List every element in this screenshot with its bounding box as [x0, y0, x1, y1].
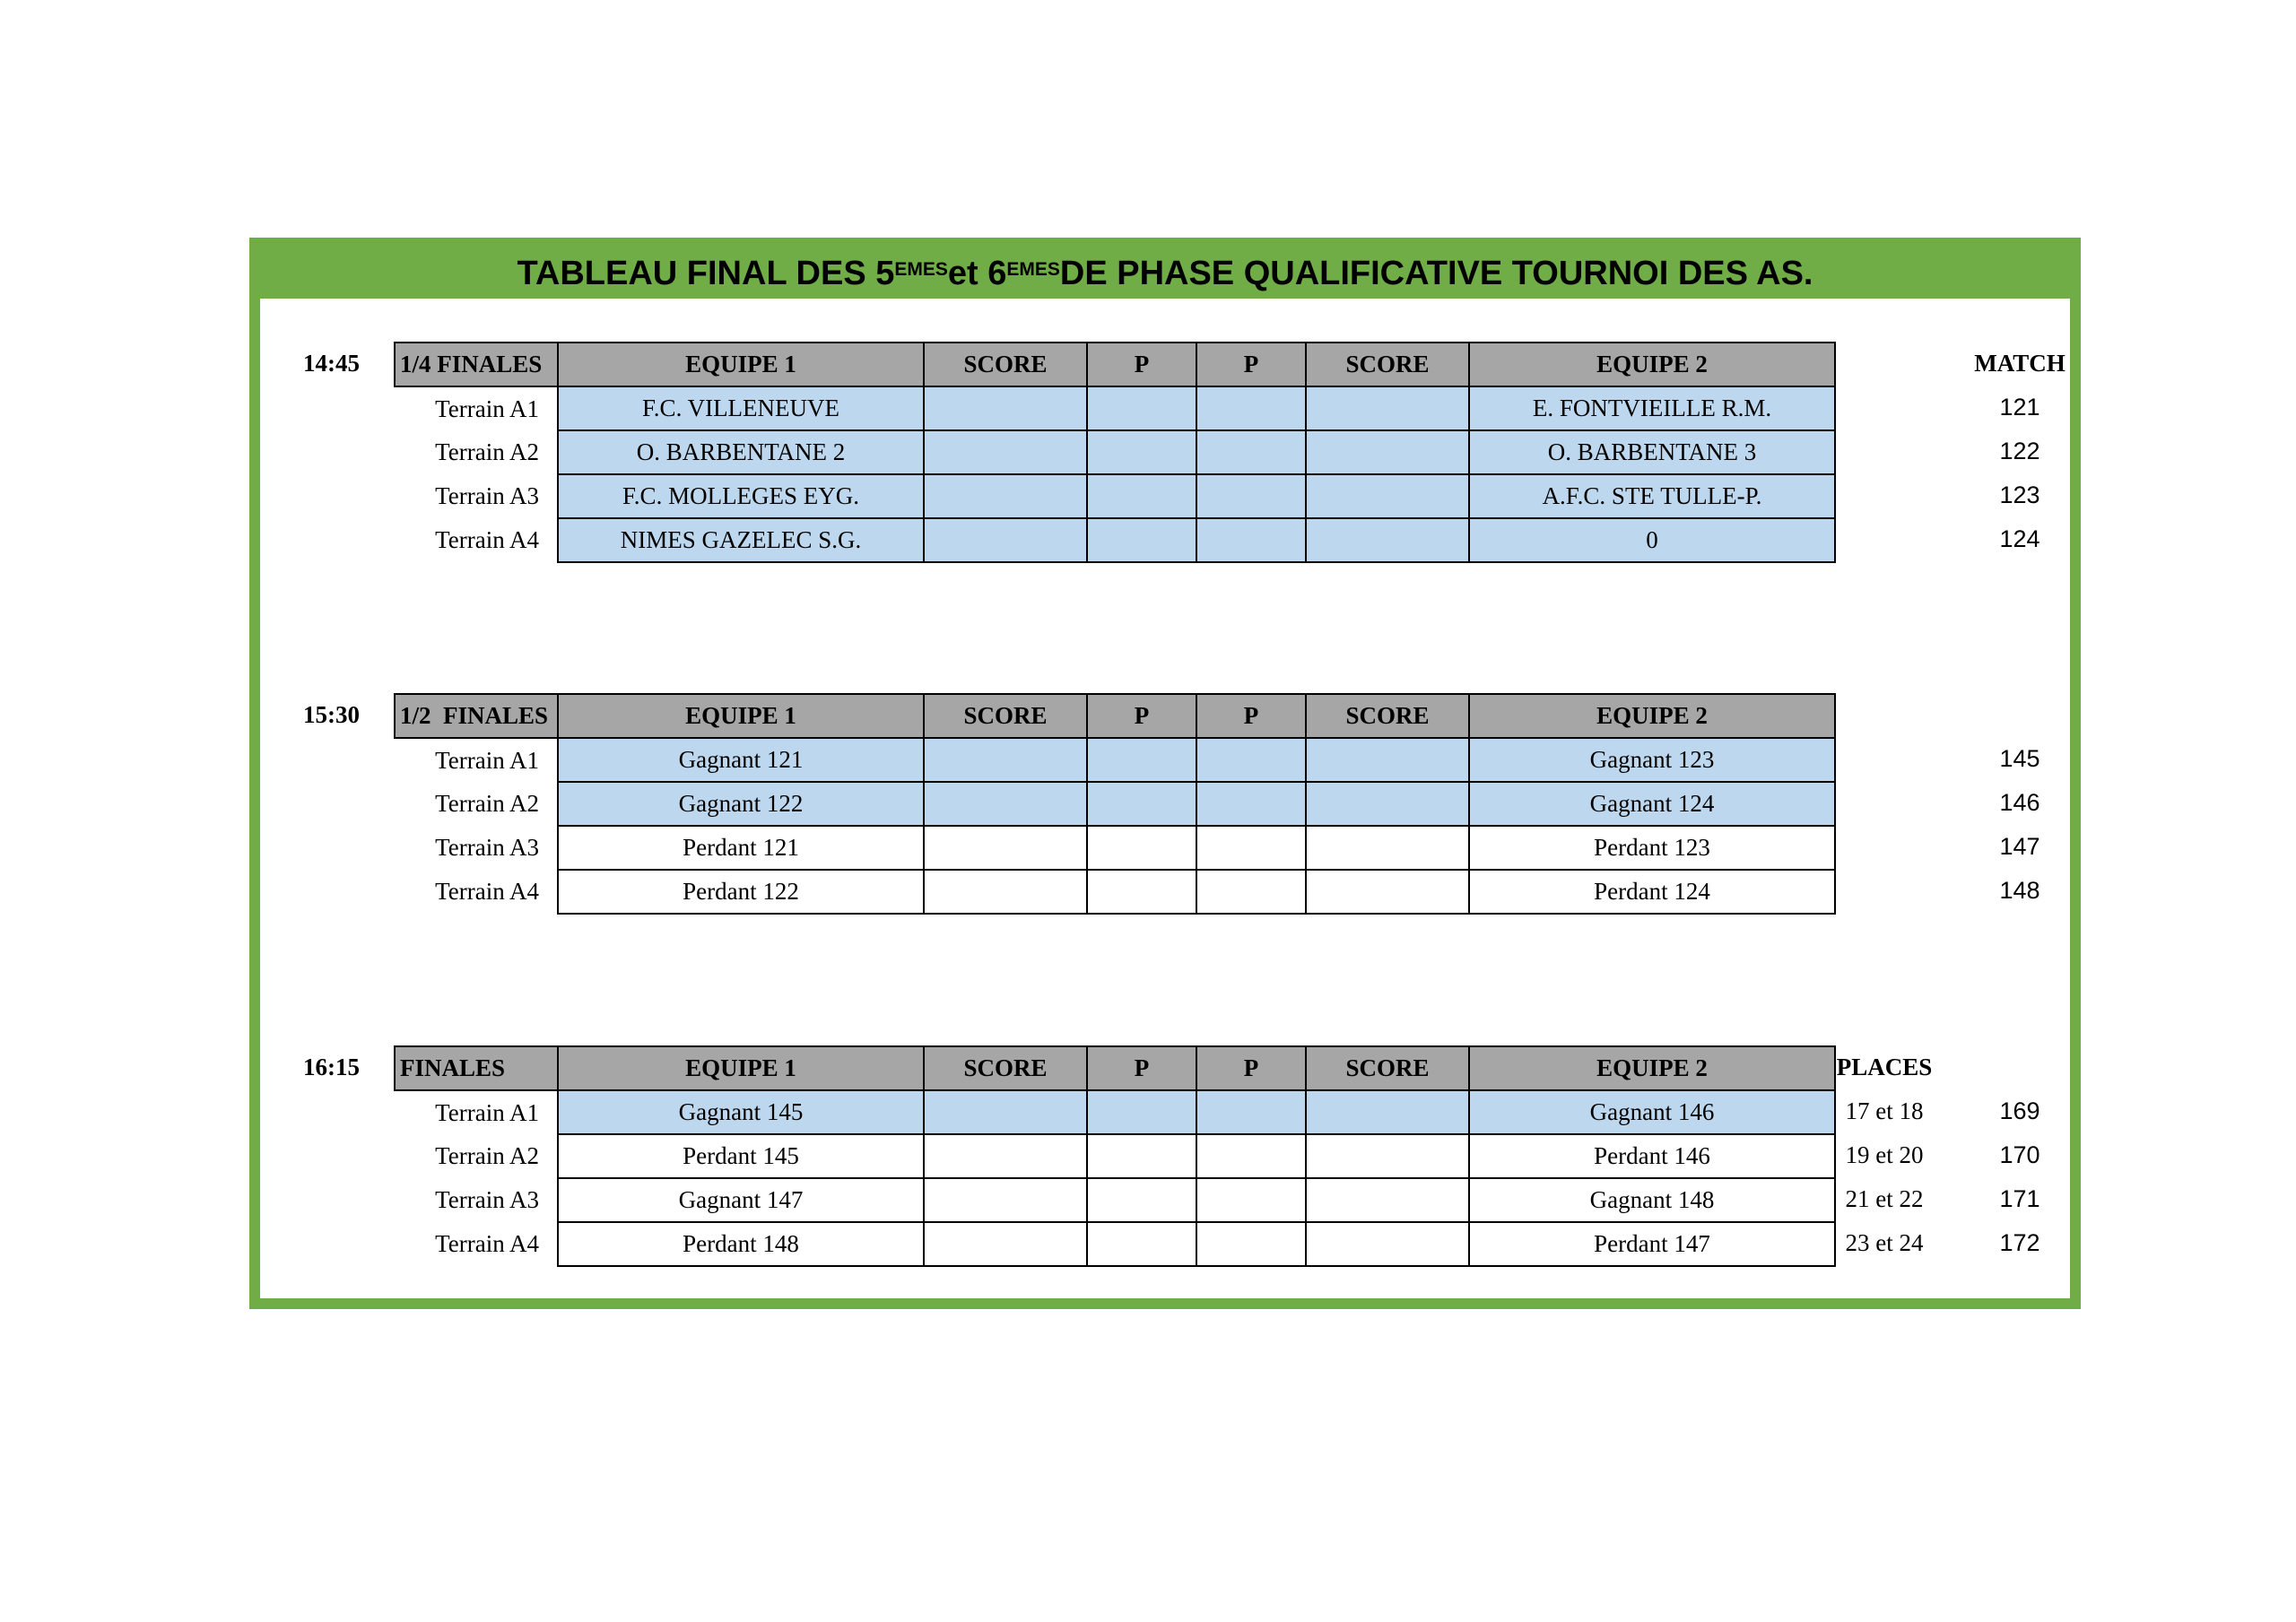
score2-cell[interactable] — [1306, 782, 1469, 826]
match-number: 148 — [1999, 877, 2040, 904]
header-equipe1: EQUIPE 1 — [558, 1046, 924, 1090]
terrain-label: Terrain A2 — [435, 438, 539, 465]
document-frame — [249, 238, 2081, 1309]
title-sup-1: EMES — [894, 259, 948, 280]
round-label: 1/2 FINALES — [395, 694, 558, 738]
match-number: 146 — [1999, 789, 2040, 816]
score1-cell[interactable] — [924, 1090, 1087, 1134]
round-time: 15:30 — [303, 701, 360, 728]
score1-cell[interactable] — [924, 1222, 1087, 1266]
score1-cell[interactable] — [924, 738, 1087, 782]
team2-cell: 0 — [1469, 518, 1835, 562]
penalty1-cell[interactable] — [1087, 1222, 1196, 1266]
team1-cell: Gagnant 122 — [558, 782, 924, 826]
score2-cell[interactable] — [1306, 430, 1469, 474]
score2-cell[interactable] — [1306, 1178, 1469, 1222]
team2-cell: A.F.C. STE TULLE-P. — [1469, 474, 1835, 518]
team1-cell: NIMES GAZELEC S.G. — [558, 518, 924, 562]
team2-cell: Gagnant 146 — [1469, 1090, 1835, 1134]
header-p: P — [1196, 343, 1306, 386]
header-p: P — [1087, 694, 1196, 738]
team1-cell: Gagnant 121 — [558, 738, 924, 782]
score2-cell[interactable] — [1306, 1090, 1469, 1134]
header-equipe1: EQUIPE 1 — [558, 343, 924, 386]
table-row — [395, 386, 1835, 430]
header-p: P — [1087, 1046, 1196, 1090]
round-table — [394, 1045, 1836, 1267]
table-row — [395, 826, 1835, 870]
score2-cell[interactable] — [1306, 518, 1469, 562]
penalty1-cell[interactable] — [1087, 738, 1196, 782]
table-header-row — [395, 694, 1835, 738]
penalty1-cell[interactable] — [1087, 1178, 1196, 1222]
table-header-row — [395, 1046, 1835, 1090]
match-number: 147 — [1999, 833, 2040, 860]
round-label: FINALES — [395, 1046, 558, 1090]
match-number: 170 — [1999, 1141, 2040, 1168]
penalty1-cell[interactable] — [1087, 430, 1196, 474]
score2-cell[interactable] — [1306, 738, 1469, 782]
terrain-label: Terrain A1 — [435, 1098, 539, 1126]
terrain-label: Terrain A1 — [435, 395, 539, 422]
match-number: 123 — [1999, 481, 2040, 508]
team1-cell: Perdant 148 — [558, 1222, 924, 1266]
score1-cell[interactable] — [924, 386, 1087, 430]
match-number: 124 — [1999, 525, 2040, 552]
score1-cell[interactable] — [924, 518, 1087, 562]
penalty2-cell[interactable] — [1196, 1134, 1306, 1178]
round-table — [394, 342, 1836, 563]
penalty1-cell[interactable] — [1087, 782, 1196, 826]
team2-cell: Gagnant 148 — [1469, 1178, 1835, 1222]
round-time: 14:45 — [303, 350, 360, 377]
round-table — [394, 693, 1836, 915]
penalty2-cell[interactable] — [1196, 430, 1306, 474]
page-title — [260, 248, 2070, 299]
places-value: 23 et 24 — [1845, 1229, 1924, 1256]
score2-cell[interactable] — [1306, 826, 1469, 870]
penalty1-cell[interactable] — [1087, 518, 1196, 562]
score1-cell[interactable] — [924, 782, 1087, 826]
round-label: 1/4 FINALES — [395, 343, 558, 386]
penalty2-cell[interactable] — [1196, 386, 1306, 430]
penalty2-cell[interactable] — [1196, 474, 1306, 518]
penalty2-cell[interactable] — [1196, 826, 1306, 870]
penalty1-cell[interactable] — [1087, 386, 1196, 430]
penalty2-cell[interactable] — [1196, 1222, 1306, 1266]
score1-cell[interactable] — [924, 870, 1087, 914]
score2-cell[interactable] — [1306, 1222, 1469, 1266]
terrain-label: Terrain A3 — [435, 1186, 539, 1213]
team2-cell: O. BARBENTANE 3 — [1469, 430, 1835, 474]
header-score: SCORE — [924, 343, 1087, 386]
title-text-3: DE PHASE QUALIFICATIVE TOURNOI DES AS. — [1059, 254, 1813, 292]
table-row — [395, 1222, 1835, 1266]
team2-cell: Perdant 147 — [1469, 1222, 1835, 1266]
team1-cell: Gagnant 145 — [558, 1090, 924, 1134]
round-time: 16:15 — [303, 1054, 360, 1080]
terrain-label: Terrain A4 — [435, 526, 539, 553]
header-p: P — [1087, 343, 1196, 386]
header-p: P — [1196, 694, 1306, 738]
score1-cell[interactable] — [924, 1178, 1087, 1222]
table-row — [395, 738, 1835, 782]
table-row — [395, 474, 1835, 518]
title-text-1: TABLEAU FINAL DES 5 — [517, 254, 895, 292]
terrain-label: Terrain A4 — [435, 1230, 539, 1257]
table-row — [395, 430, 1835, 474]
team2-cell: Perdant 146 — [1469, 1134, 1835, 1178]
terrain-label: Terrain A3 — [435, 834, 539, 861]
header-score: SCORE — [1306, 694, 1469, 738]
penalty1-cell[interactable] — [1087, 1134, 1196, 1178]
header-equipe2: EQUIPE 2 — [1469, 1046, 1835, 1090]
penalty2-cell[interactable] — [1196, 1178, 1306, 1222]
team1-cell: F.C. MOLLEGES EYG. — [558, 474, 924, 518]
places-header: PLACES — [1836, 1054, 1933, 1080]
table-row — [395, 870, 1835, 914]
penalty1-cell[interactable] — [1087, 826, 1196, 870]
penalty1-cell[interactable] — [1087, 474, 1196, 518]
header-score: SCORE — [924, 694, 1087, 738]
team2-cell: Perdant 124 — [1469, 870, 1835, 914]
terrain-label: Terrain A2 — [435, 1142, 539, 1169]
header-equipe1: EQUIPE 1 — [558, 694, 924, 738]
table-row — [395, 782, 1835, 826]
table-row — [395, 1178, 1835, 1222]
title-text-2: et 6 — [947, 254, 1007, 292]
score1-cell[interactable] — [924, 430, 1087, 474]
match-number: 171 — [1999, 1185, 2040, 1212]
places-value: 17 et 18 — [1845, 1097, 1924, 1124]
team2-cell: Gagnant 124 — [1469, 782, 1835, 826]
team1-cell: Gagnant 147 — [558, 1178, 924, 1222]
penalty2-cell[interactable] — [1196, 518, 1306, 562]
header-equipe2: EQUIPE 2 — [1469, 694, 1835, 738]
score2-cell[interactable] — [1306, 1134, 1469, 1178]
team2-cell: Perdant 123 — [1469, 826, 1835, 870]
team1-cell: O. BARBENTANE 2 — [558, 430, 924, 474]
title-sup-2: EMES — [1006, 259, 1060, 280]
penalty2-cell[interactable] — [1196, 1090, 1306, 1134]
places-value: 21 et 22 — [1845, 1185, 1924, 1212]
header-score: SCORE — [1306, 343, 1469, 386]
match-number: 169 — [1999, 1097, 2040, 1124]
penalty1-cell[interactable] — [1087, 870, 1196, 914]
score1-cell[interactable] — [924, 474, 1087, 518]
terrain-label: Terrain A1 — [435, 746, 539, 774]
team1-cell: Perdant 122 — [558, 870, 924, 914]
score2-cell[interactable] — [1306, 386, 1469, 430]
match-number: 172 — [1999, 1229, 2040, 1256]
team2-cell: Gagnant 123 — [1469, 738, 1835, 782]
score1-cell[interactable] — [924, 826, 1087, 870]
header-p: P — [1196, 1046, 1306, 1090]
table-header-row — [395, 343, 1835, 386]
table-row — [395, 518, 1835, 562]
team1-cell: Perdant 145 — [558, 1134, 924, 1178]
header-score: SCORE — [924, 1046, 1087, 1090]
match-number: 121 — [1999, 394, 2040, 421]
team2-cell: E. FONTVIEILLE R.M. — [1469, 386, 1835, 430]
penalty2-cell[interactable] — [1196, 738, 1306, 782]
penalty2-cell[interactable] — [1196, 782, 1306, 826]
match-number: 145 — [1999, 745, 2040, 772]
table-row — [395, 1134, 1835, 1178]
table-row — [395, 1090, 1835, 1134]
match-header: MATCH — [1974, 350, 2066, 377]
score2-cell[interactable] — [1306, 870, 1469, 914]
team1-cell: F.C. VILLENEUVE — [558, 386, 924, 430]
terrain-label: Terrain A2 — [435, 790, 539, 817]
places-value: 19 et 20 — [1845, 1141, 1924, 1168]
match-number: 122 — [1999, 438, 2040, 464]
terrain-label: Terrain A4 — [435, 878, 539, 905]
score2-cell[interactable] — [1306, 474, 1469, 518]
penalty2-cell[interactable] — [1196, 870, 1306, 914]
header-score: SCORE — [1306, 1046, 1469, 1090]
penalty1-cell[interactable] — [1087, 1090, 1196, 1134]
header-equipe2: EQUIPE 2 — [1469, 343, 1835, 386]
terrain-label: Terrain A3 — [435, 482, 539, 509]
team1-cell: Perdant 121 — [558, 826, 924, 870]
score1-cell[interactable] — [924, 1134, 1087, 1178]
